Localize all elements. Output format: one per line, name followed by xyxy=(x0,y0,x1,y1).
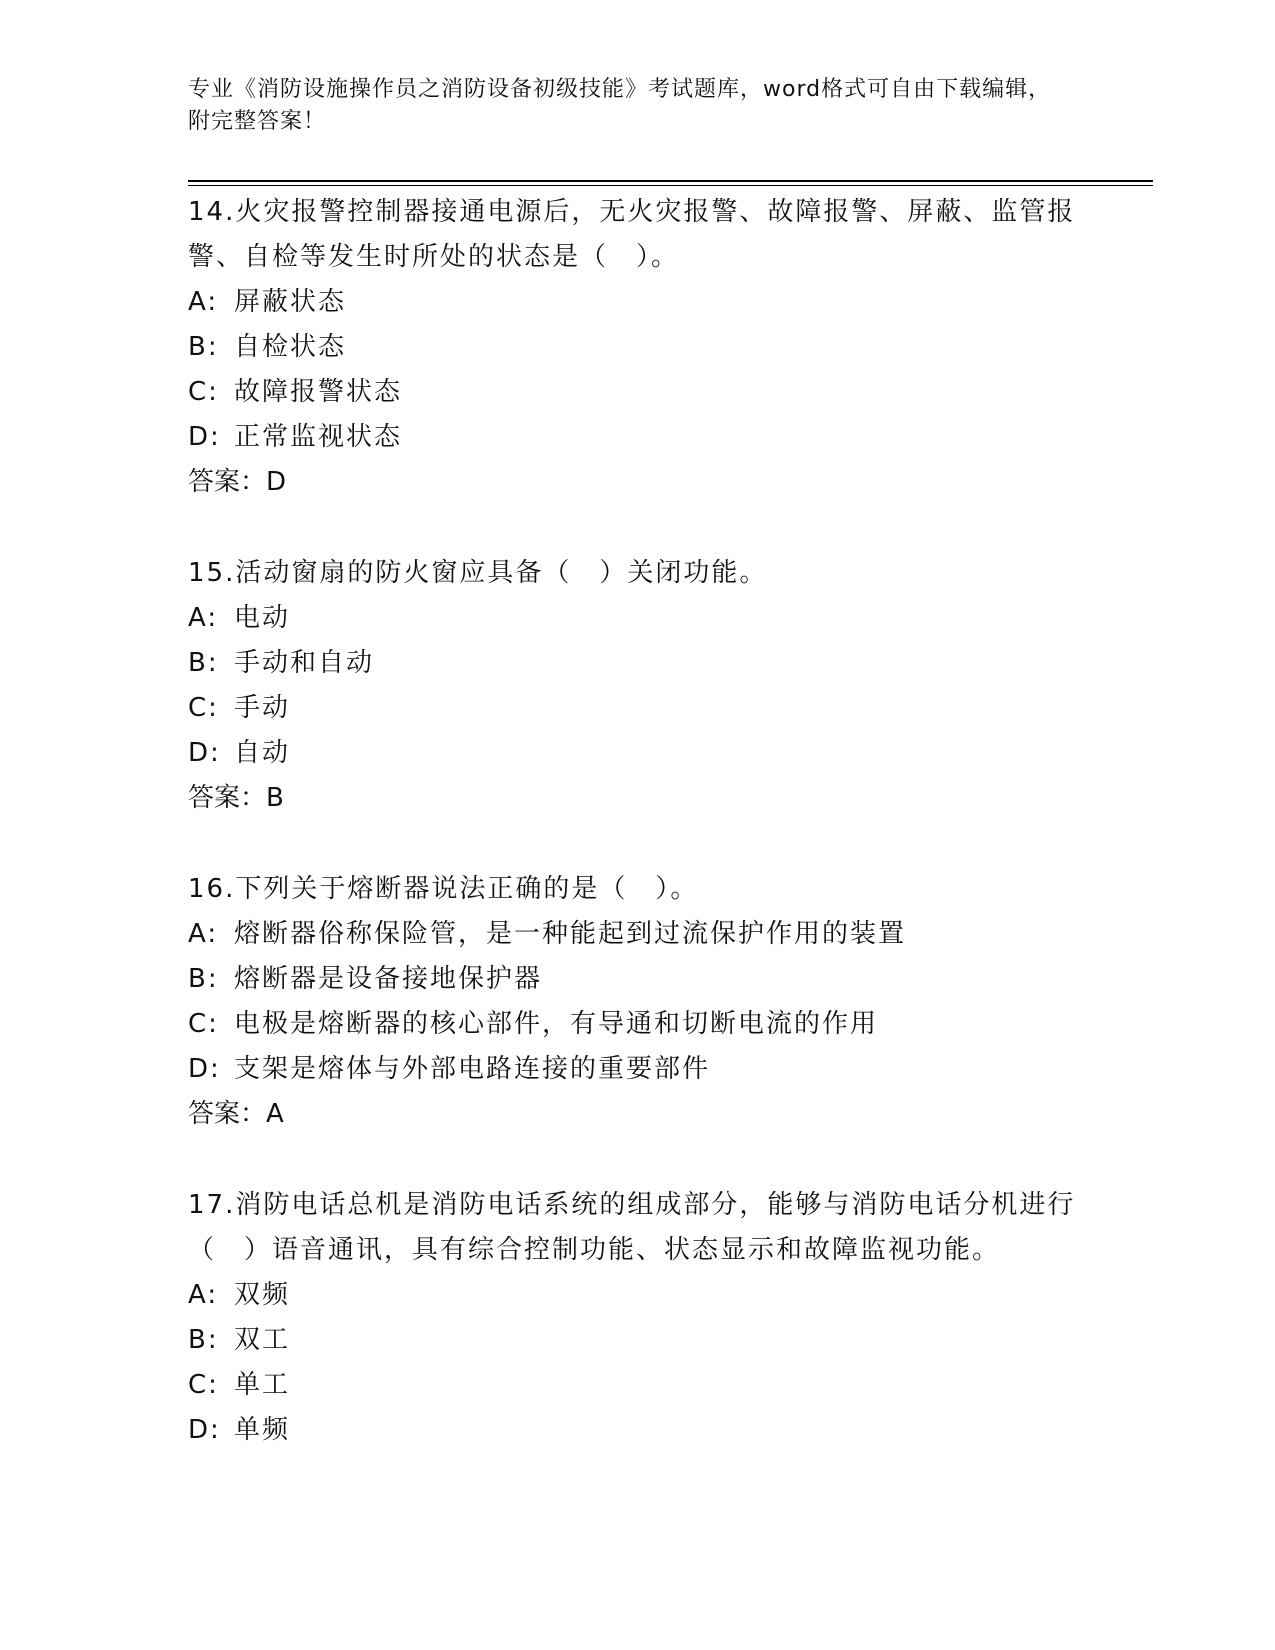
option-letter: A: xyxy=(188,287,219,317)
question-stem: 16.下列关于熔断器说法正确的是（ ）。 xyxy=(188,874,699,904)
option-letter: C: xyxy=(188,1370,219,1400)
option-b xyxy=(188,1318,1153,1363)
option-d xyxy=(188,1047,1153,1092)
option-letter: C: xyxy=(188,1009,219,1039)
option-text: 手动和自动 xyxy=(234,648,375,678)
option-c xyxy=(188,370,1153,415)
option-letter: B: xyxy=(188,332,219,362)
option-c xyxy=(188,1002,1153,1047)
document-header: 专业《消防设施操作员之消防设备初级技能》考试题库，word格式可自由下载编辑，附完整答案！ xyxy=(188,77,1052,134)
option-a xyxy=(188,1273,1153,1318)
question-stem: 14.火灾报警控制器接通电源后，无火灾报警、故障报警、屏蔽、监管报警、自检等发生时所处的状态是（ ）。 xyxy=(188,197,1076,272)
option-d xyxy=(188,731,1153,776)
option-letter: C: xyxy=(188,693,219,723)
option-text: 熔断器俗称保险管，是一种能起到过流保护作用的装置 xyxy=(234,919,907,949)
option-letter: D: xyxy=(188,1415,221,1445)
option-a xyxy=(188,596,1153,641)
question-stem: 17.消防电话总机是消防电话系统的组成部分，能够与消防电话分机进行（ ）语音通讯，具有综合控制功能、状态显示和故障监视功能。 xyxy=(188,1190,1076,1265)
option-letter: A: xyxy=(188,603,219,633)
question-list xyxy=(188,190,1153,1499)
option-text: 支架是熔体与外部电路连接的重要部件 xyxy=(234,1054,711,1084)
option-c xyxy=(188,686,1153,731)
question-16 xyxy=(188,867,1153,1137)
option-text: 自检状态 xyxy=(234,332,347,362)
option-text: 屏蔽状态 xyxy=(234,287,347,317)
option-a xyxy=(188,280,1153,325)
question-14 xyxy=(188,190,1153,505)
option-c xyxy=(188,1363,1153,1408)
answer-line: 答案：B xyxy=(188,783,284,813)
answer-line: 答案：A xyxy=(188,1099,284,1129)
option-letter: C: xyxy=(188,377,219,407)
header-divider-thin xyxy=(188,185,1153,186)
option-letter: D: xyxy=(188,738,221,768)
option-b xyxy=(188,957,1153,1002)
option-letter: D: xyxy=(188,422,221,452)
question-stem: 15.活动窗扇的防火窗应具备（ ）关闭功能。 xyxy=(188,558,768,588)
option-text: 故障报警状态 xyxy=(234,377,403,407)
option-text: 正常监视状态 xyxy=(234,422,403,452)
option-d xyxy=(188,1408,1153,1453)
option-text: 单频 xyxy=(234,1415,291,1445)
option-text: 双频 xyxy=(234,1280,291,1310)
answer-line: 答案：D xyxy=(188,467,287,497)
option-letter: A: xyxy=(188,1280,219,1310)
question-15 xyxy=(188,551,1153,821)
option-text: 双工 xyxy=(234,1325,291,1355)
option-letter: A: xyxy=(188,919,219,949)
option-text: 电动 xyxy=(234,603,291,633)
option-text: 熔断器是设备接地保护器 xyxy=(234,964,543,994)
option-a xyxy=(188,912,1153,957)
option-letter: B: xyxy=(188,1325,219,1355)
question-17 xyxy=(188,1183,1153,1453)
option-b xyxy=(188,325,1153,370)
option-text: 电极是熔断器的核心部件，有导通和切断电流的作用 xyxy=(234,1009,879,1039)
option-text: 自动 xyxy=(234,738,291,768)
option-b xyxy=(188,641,1153,686)
option-letter: D: xyxy=(188,1054,221,1084)
option-letter: B: xyxy=(188,648,219,678)
header-divider-thick xyxy=(188,180,1153,182)
option-letter: B: xyxy=(188,964,219,994)
option-text: 手动 xyxy=(234,693,291,723)
option-text: 单工 xyxy=(234,1370,291,1400)
option-d xyxy=(188,415,1153,460)
